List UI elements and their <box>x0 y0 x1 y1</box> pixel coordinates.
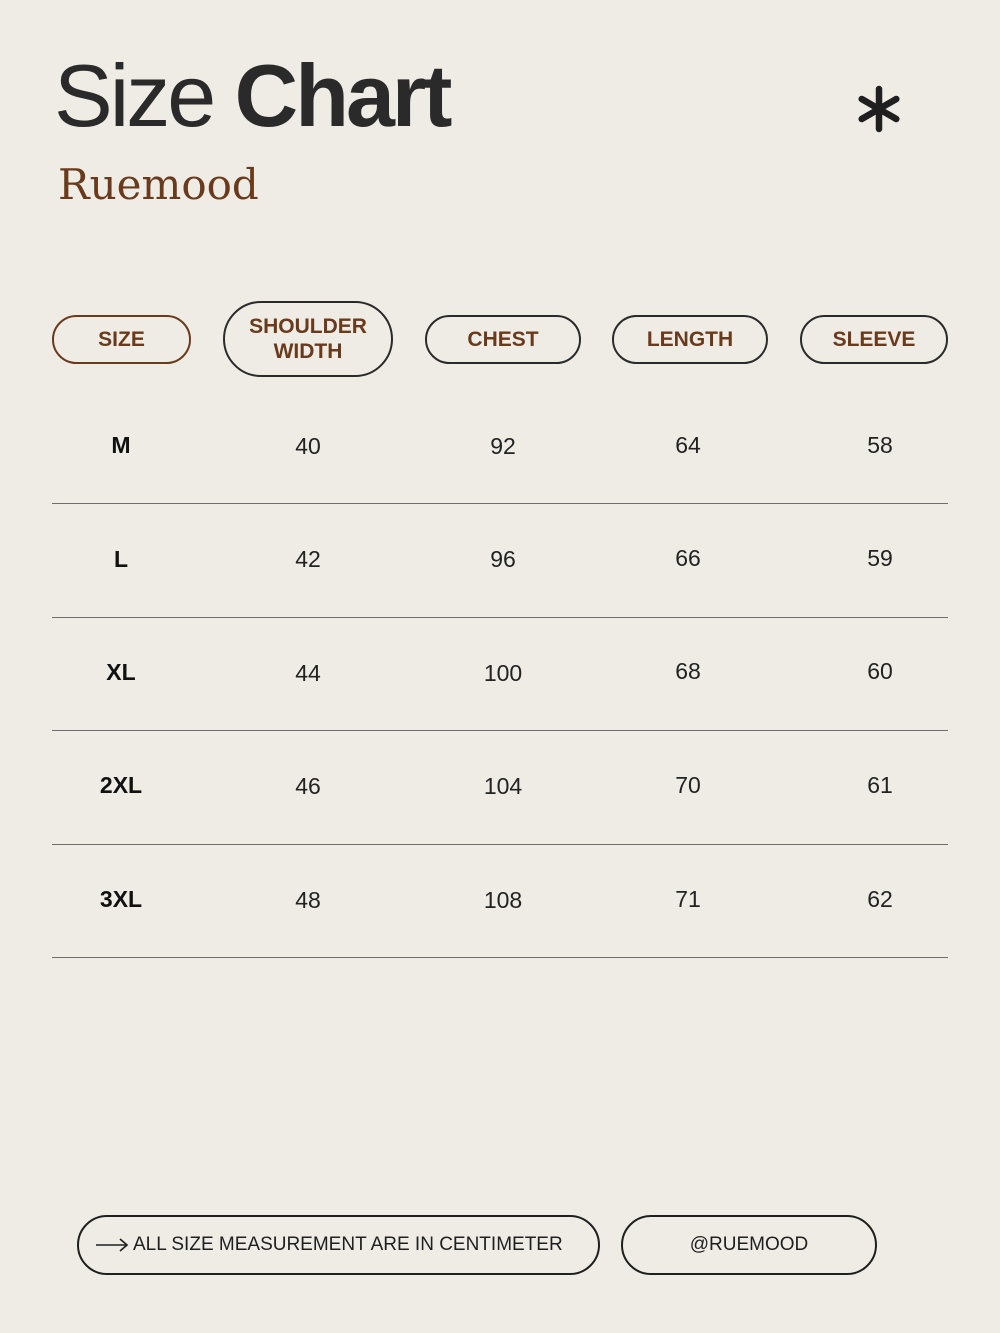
title-light: Size <box>54 46 214 145</box>
cell-length: 64 <box>675 432 701 458</box>
header-length-label: LENGTH <box>646 327 734 351</box>
cell-sleeve: 58 <box>867 432 893 458</box>
cell-length: 66 <box>675 545 701 571</box>
cell-sleeve: 59 <box>867 545 893 571</box>
cell-length: 68 <box>675 658 701 684</box>
row-divider <box>52 503 948 504</box>
asterisk-icon <box>853 83 905 135</box>
cell-chest: 100 <box>483 660 523 686</box>
cell-chest: 104 <box>483 773 523 799</box>
measurement-note-text: ALL SIZE MEASUREMENT ARE IN CENTIMETER <box>133 1234 563 1255</box>
row-divider <box>52 844 948 845</box>
cell-sleeve: 61 <box>867 772 893 798</box>
header-sleeve <box>800 315 948 364</box>
arrow-right-icon <box>95 1238 129 1252</box>
header-shoulder-width <box>223 301 393 377</box>
cell-chest: 96 <box>490 546 516 572</box>
table-row-size: M <box>111 432 131 458</box>
cell-shoulder-width: 46 <box>295 773 321 799</box>
cell-length: 70 <box>675 772 701 798</box>
cell-sleeve: 60 <box>867 658 893 684</box>
header-size <box>52 315 191 364</box>
table-row-size: L <box>113 546 129 572</box>
header-chest <box>425 315 581 364</box>
table-row-size: XL <box>106 659 136 685</box>
social-handle <box>621 1215 877 1275</box>
cell-sleeve: 62 <box>867 886 893 912</box>
header-sleeve-label: SLEEVE <box>832 327 916 351</box>
header-shoulder-width-label: SHOULDER WIDTH <box>249 314 367 363</box>
social-handle-text: @RUEMOOD <box>689 1234 809 1255</box>
row-divider <box>52 957 948 958</box>
header-chest-label: CHEST <box>467 327 539 351</box>
brand-name: Ruemood <box>58 160 259 209</box>
cell-shoulder-width: 48 <box>295 887 321 913</box>
cell-chest: 108 <box>483 887 523 913</box>
cell-shoulder-width: 40 <box>295 433 321 459</box>
measurement-note <box>77 1215 600 1275</box>
header-length <box>612 315 768 364</box>
cell-shoulder-width: 42 <box>295 546 321 572</box>
cell-shoulder-width: 44 <box>295 660 321 686</box>
cell-chest: 92 <box>490 433 516 459</box>
header-size-label: SIZE <box>98 327 145 351</box>
cell-length: 71 <box>675 886 701 912</box>
row-divider <box>52 617 948 618</box>
table-row-size: 2XL <box>99 772 143 798</box>
table-row-size: 3XL <box>99 886 143 912</box>
title-bold: Chart <box>234 46 450 145</box>
row-divider <box>52 730 948 731</box>
page-title <box>54 46 450 145</box>
